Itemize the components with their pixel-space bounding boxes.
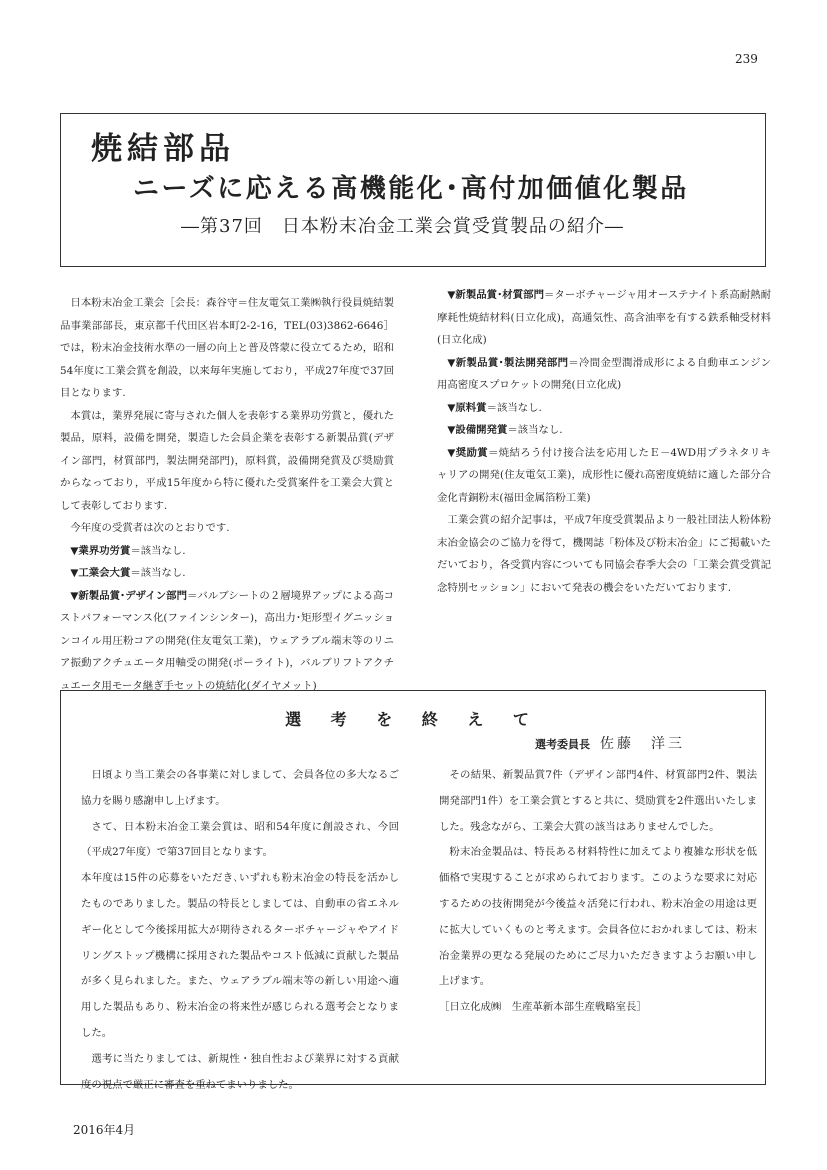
page-number: 239: [735, 52, 758, 66]
selection-heading: 選 考 を 終 え て: [285, 710, 541, 729]
award-raw-material: ▼原料賞＝該当なし.: [447, 401, 542, 414]
page-subtitle: ニーズに応える高機能化･高付加価値化製品: [133, 174, 689, 204]
intro-paragraph-2: 本賞は，業界発展に寄与された個人を表彰する業界功労賞と，優れた製品，原料，設備を開発，製造した会員企業を表彰する新製品賞(デザイン部門，材質部門，製法開発部門)，原料賞，設備開発賞及び奨励賞からなっており，平成15年度から特に優れた受賞案件を工業会大賞として表彰しております.: [60, 409, 394, 512]
selection-paragraph-3: 本年度は15件の応募をいただき､いずれも粉末冶金の特長を活かしたものでありました。製品の特長としましては、自動車の省エネルギー化として今後採用拡大が期待されるターボチャージャやアイドリングストップ機構に採用された製品やコスト低減に貢献した製品が多く見られました。また、ウェアラブル端末等の新しい用途へ適用した製品もあり、粉末冶金の将来性が感じられる選考会となりました。: [81, 872, 399, 1039]
series-title: ―第37回 日本粉末冶金工業会賞受賞製品の紹介―: [181, 216, 624, 237]
closing-paragraph: 工業会賞の紹介記事は，平成7年度受賞製品より一般社団法人粉体粉末冶金協会のご協力を得て，機関誌「粉体及び粉末冶金」にご掲載いただいており，各受賞内容についても同協会春季大会の「工業会賞受賞記念特別セッション」において発表の機会をいただいております.: [437, 514, 771, 594]
selection-left-column: [81, 763, 399, 1098]
award-grand-prize: ▼工業会大賞＝該当なし.: [70, 567, 186, 579]
author-name: 佐藤 洋三: [600, 736, 685, 752]
footer-date: 2016年4月: [73, 1123, 136, 1137]
left-column: [60, 292, 394, 697]
selection-paragraph-6: 粉末冶金製品は、特長ある材料特性に加えてより複雑な形状を低価格で実現することが求められております。このような要求に対応するための技術開発が今後益々活発に行われ、粉末冶金の用途は更に拡大していくものと考えます。会員各位におかれましては、粉末冶金業界の更なる発展のためにご尽力いただきますようお願い申し上げます。: [439, 846, 757, 988]
selection-paragraph-1: 日頃より当工業会の各事業に対しまして、会員各位の多大なるご協力を賜り感謝申し上げます。: [81, 769, 399, 807]
selection-author: [535, 733, 685, 753]
intro-paragraph-1: 日本粉末冶金工業会［会長：森谷守＝住友電気工業㈱執行役員焼結製品事業部部長，東京都千代田区岩本町2-2-16，TEL(03)3862-6646］では，粉末冶金技術水準の一層の向上と普及啓蒙に役立てるため，昭和54年度に工業会賞を創設，以来毎年実施しており，平成27年度で37回目となります.: [60, 297, 394, 399]
selection-right-column: [439, 763, 757, 1021]
award-design: ▼新製品賞･デザイン部門＝バルブシートの２層境界アップによる高コストパフォーマンス化(ファインシンター)，高出力･矩形型イグニッションコイル用圧粉コアの開発(住友電気工業)，ウェアラブル端末等のリニア振動アクチュエータ用軸受の開発(ポーライト)，バルブリフトアクチュエータ用モータ継ぎ手セットの焼結化(ダイヤメット): [60, 589, 394, 692]
selection-signature: ［日立化成㈱ 生産革新本部生産戦略室長］: [439, 1001, 647, 1014]
page-title: 焼結部品: [91, 131, 235, 167]
author-role: 選考委員長: [535, 738, 590, 751]
award-equipment: ▼設備開発賞＝該当なし.: [447, 424, 563, 436]
award-encouragement: ▼奨励賞＝焼結ろう付け接合法を応用したＥ－4WD用プラネタリキャリアの開発(住友電気工業)，成形性に優れ高密度焼結に適した部分合金化青銅粉末(福田金属箔粉工業): [437, 446, 771, 504]
award-material: ▼新製品賞･材質部門＝ターボチャージャ用オーステナイト系高耐熱耐摩耗性焼結材料(日立化成)，高通気性、高含油率を有する鉄系軸受材料(日立化成): [437, 289, 771, 346]
selection-paragraph-2: さて、日本粉末冶金工業会賞は、昭和54年度に創設され、今回（平成27年度）で第37回目となります。: [81, 820, 399, 859]
selection-paragraph-4: 選考に当たりましては、新規性・独自性および業界に対する貢献度の視点で厳正に審査を重ねてまいりました。: [81, 1052, 399, 1091]
award-industry-merit: ▼業界功労賞＝該当なし.: [70, 544, 186, 557]
selection-paragraph-5: その結果、新製品賞7件（デザイン部門4件、材質部門2件、製法開発部門1件）を工業会賞とすると共に、奨励賞を2件選出いたしました。残念ながら、工業会大賞の該当はありませんでした。: [439, 769, 757, 833]
right-column: [437, 284, 771, 599]
award-process: ▼新製品賞･製法開発部門＝冷間金型潤滑成形による自動車エンジン用高密度スプロケットの開発(日立化成): [437, 356, 771, 391]
intro-paragraph-3: 今年度の受賞者は次のとおりです.: [70, 522, 230, 534]
selection-comment-box: [60, 690, 766, 1091]
title-box: [60, 113, 766, 267]
